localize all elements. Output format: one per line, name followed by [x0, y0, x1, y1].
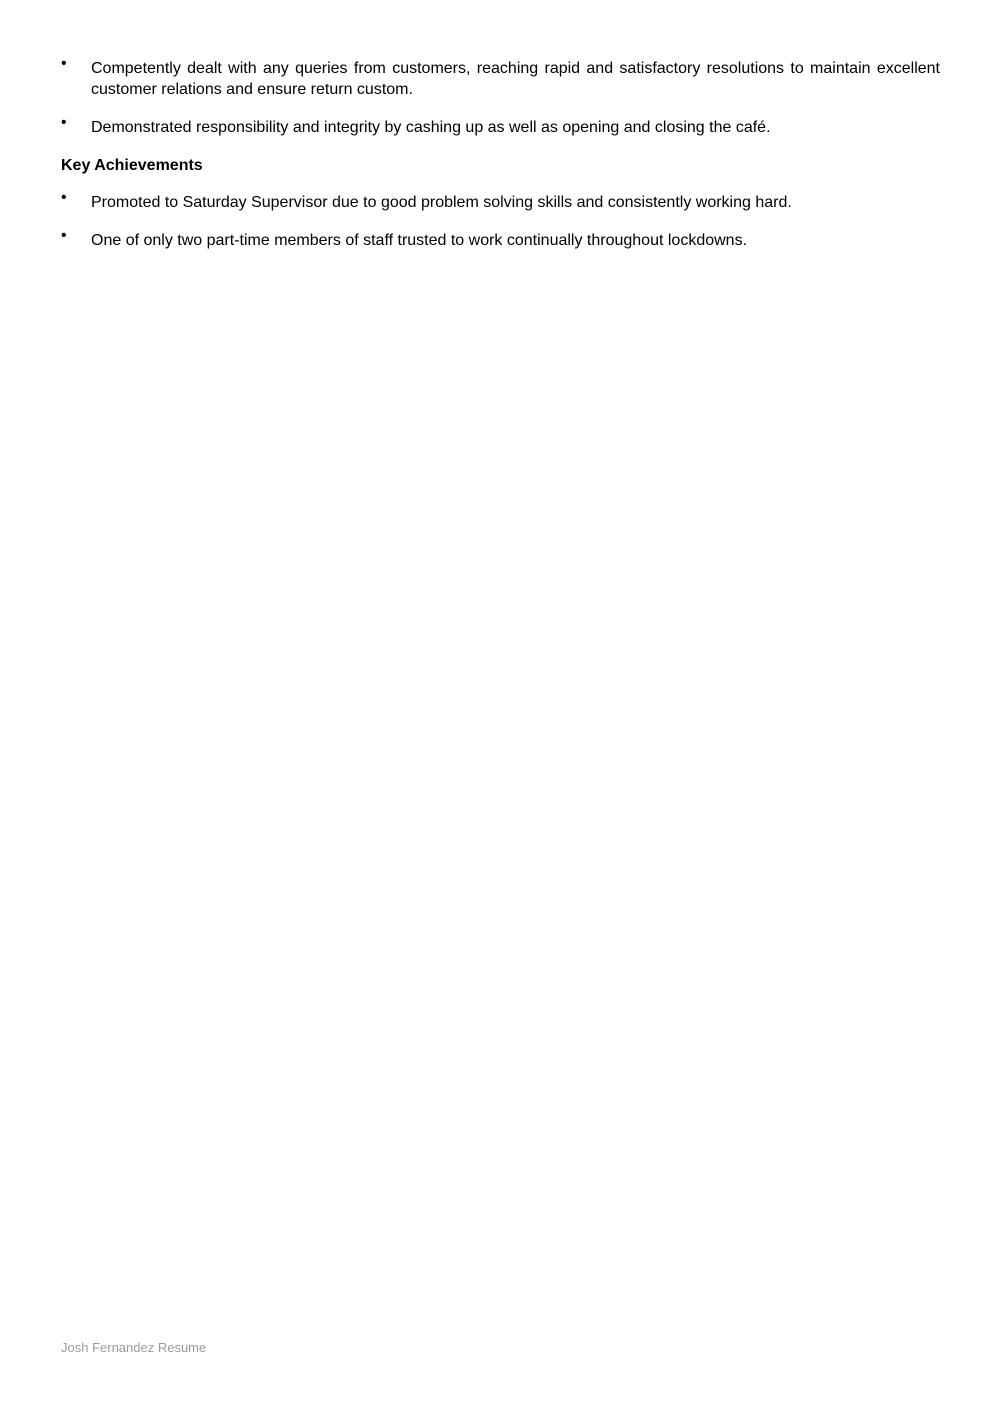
list-item [61, 114, 940, 138]
responsibilities-list [61, 55, 940, 138]
bullet-icon: • [61, 55, 67, 72]
bullet-text: Competently dealt with any queries from customers, reaching rapid and satisfactory resolutions to maintain excellent customer relations and ensure return custom. [91, 60, 940, 98]
page-footer: Josh Fernandez Resume [61, 1340, 207, 1355]
bullet-icon: • [61, 114, 67, 131]
bullet-text: One of only two part-time members of staff trusted to work continually throughout lockdowns. [91, 232, 748, 249]
bullet-icon: • [61, 227, 67, 244]
bullet-text: Promoted to Saturday Supervisor due to good problem solving skills and consistently working hard. [91, 194, 792, 211]
list-item [61, 55, 940, 100]
section-heading: Key Achievements [61, 157, 203, 174]
bullet-icon: • [61, 189, 67, 206]
achievements-list [61, 189, 940, 251]
list-item [61, 189, 940, 213]
resume-content [61, 55, 940, 268]
list-item [61, 227, 940, 251]
bullet-text: Demonstrated responsibility and integrity by cashing up as well as opening and closing the café. [91, 119, 771, 136]
